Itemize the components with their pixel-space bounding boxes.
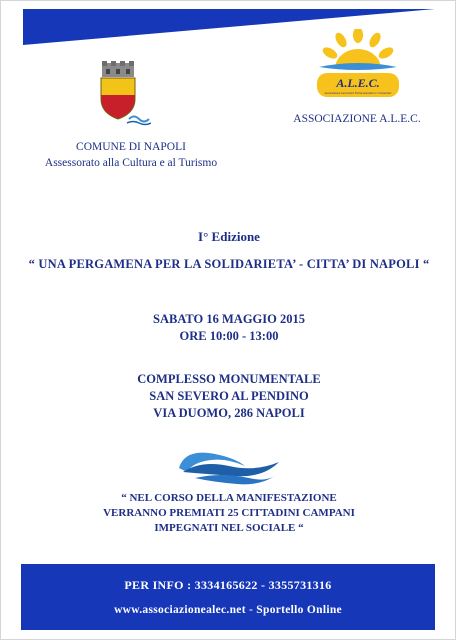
event-time: ORE 10:00 - 13:00	[179, 329, 279, 343]
alec-logo-subtext: Associazione Lavoratori Extracomunitari e Comunitari	[324, 91, 392, 95]
alec-association-name: ASSOCIAZIONE A.L.E.C.	[293, 113, 421, 125]
alec-logo-text: A.L.E.C.	[336, 76, 380, 90]
award-line-3: IMPEGNATI NEL SOCIALE “	[154, 522, 304, 534]
comune-name: COMUNE DI NAPOLI	[76, 141, 186, 153]
venue-block	[1, 371, 456, 422]
date-block	[1, 311, 456, 345]
website-link[interactable]: www.associazionealec.net - Sportello Online	[114, 604, 342, 616]
award-line-2: VERRANNO PREMIATI 25 CITTADINI CAMPANI	[103, 507, 355, 519]
alec-sun-logo	[313, 29, 403, 103]
info-footer	[21, 564, 435, 630]
event-title: “ UNA PERGAMENA PER LA SOLIDARIETA’ - CITTA’ DI NAPOLI “	[28, 257, 430, 271]
assessorato-name: Assessorato alla Cultura e al Turismo	[44, 157, 218, 169]
award-line-1: “ NEL CORSO DELLA MANIFESTAZIONE	[121, 492, 337, 504]
event-date: SABATO 16 MAGGIO 2015	[153, 312, 305, 326]
info-phone-numbers: PER INFO : 3334165622 - 3355731316	[124, 578, 332, 592]
venue-line-1: COMPLESSO MONUMENTALE	[137, 372, 321, 386]
napoli-crest-icon	[93, 61, 151, 127]
venue-line-2: SAN SEVERO AL PENDINO	[149, 389, 309, 403]
venue-line-3: VIA DUOMO, 286 NAPOLI	[153, 406, 305, 420]
edition-label: I° Edizione	[198, 229, 260, 244]
wave-emblem-icon	[175, 446, 283, 486]
comune-block	[31, 139, 231, 171]
award-block	[1, 491, 456, 536]
